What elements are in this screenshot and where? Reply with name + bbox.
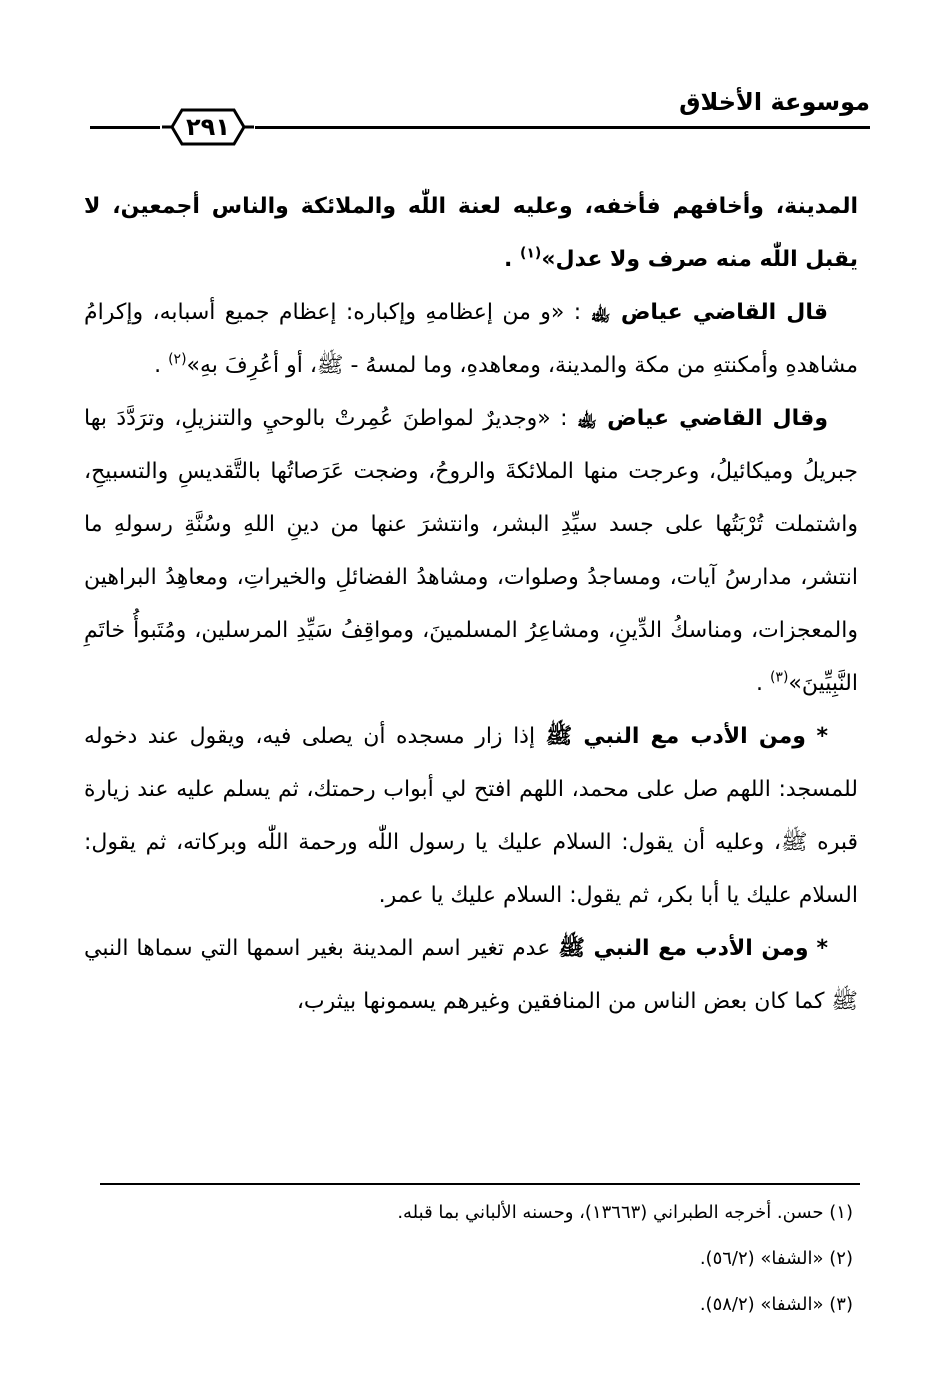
paragraph-2	[84, 286, 858, 392]
paragraph-5	[84, 922, 858, 1028]
asterisk-marker: *	[816, 724, 829, 749]
paragraph-4-lead: ومن الأدب مع النبي ﷺ	[545, 724, 806, 749]
page-header	[80, 82, 870, 141]
paragraph-2-text: : «و من إعظامهِ وإكباره: إعظام جميع أسبابه، وإكرامُ مشاهدهِ وأمكنتهِ من مكة والمدينة، ومعاهدهِ، وما لمسهُ - ﷺ، أو أعُرِفَ بهِ»	[84, 300, 858, 378]
paragraph-1-tail: .	[503, 247, 520, 272]
asterisk-marker: *	[816, 936, 828, 961]
paragraph-4	[84, 710, 858, 922]
paragraph-5-text: عدم تغير اسم المدينة بغير اسمها التي سماها النبي ﷺ كما كان بعض الناس من المنافقين وغيرهم يسمونها بيثرب،	[84, 936, 858, 1014]
paragraph-5-lead: ومن الأدب مع النبي ﷺ	[558, 936, 809, 961]
footnote-2: (٢) «الشفا» (٥٦/٢).	[699, 1248, 853, 1269]
footnote-1: (١) حسن. أخرجه الطبراني (١٣٦٦٣)، وحسنه الألباني بما قبله.	[397, 1202, 853, 1223]
paragraph-1-text: المدينة، وأخافهم فأخفه، وعليه لعنة اللّٰه والملائكة والناس أجمعين، لا يقبل اللّٰه منه صرف ولا عدل»	[84, 194, 858, 272]
footnote-ref-1: (١)	[519, 245, 542, 262]
paragraph-3-text: : «وجديرٌ لمواطنَ عُمِرتْ بالوحيِ والتنزيلِ، وترَدَّدَ بها جبريلُ وميكائيلُ، وعرجت منها الملائكةَ والروحُ، وضجت عَرَصاتُها بالتَّقديسِ والتسبيحِ، واشتملت تُرْبَتُها على جسد سيِّدِ البشر، وانتشرَ عنها من دينِ اللهِ وسُنَّةِ رسولهِ ما انتشر، مدارسُ آيات، ومساجدُ وصلوات، ومشاهدُ الفضائلِ والخيراتِ، ومعاهِدُ البراهين والمعجزات، ومناسكُ الدِّينِ، ومشاعِرُ المسلمينَ، ومواقِفُ سَيِّدِ المرسلين، ومُتَبوأُ خاتَمِ النَّبِيِّينَ»	[84, 406, 858, 696]
header-rule	[255, 126, 870, 129]
paragraph-3-tail: .	[755, 671, 770, 696]
footnote-separator	[100, 1183, 860, 1185]
paragraph-3-lead: وقال القاضي عياض ﵀	[576, 406, 828, 431]
page-number-frame	[160, 106, 256, 148]
paragraph-1	[84, 180, 858, 286]
page-number: ٢٩١	[186, 113, 230, 141]
paragraph-3	[84, 392, 858, 710]
main-text	[84, 180, 858, 1028]
footnote-3: (٣) «الشفا» (٥٨/٢).	[699, 1294, 853, 1315]
footnote-ref-2: (٢)	[168, 351, 187, 368]
footnotes	[93, 1190, 853, 1328]
paragraph-2-tail: .	[154, 353, 169, 378]
paragraph-4-text: إذا زار مسجده أن يصلى فيه، ويقول عند دخوله للمسجد: اللهم صل على محمد، اللهم افتح لي أبواب رحمتك، ثم يسلم عليه عند زيارة قبره ﷺ، وعليه أن يقول: السلام عليك يا رسول اللّٰه ورحمة اللّٰه وبركاته، ثم يقول: السلام عليك يا أبا بكر، ثم يقول: السلام عليك يا عمر.	[84, 724, 858, 908]
header-rule-left	[90, 126, 160, 129]
book-title: موسوعة الأخلاق	[679, 88, 870, 116]
footnote-ref-3: (٣)	[769, 669, 789, 686]
paragraph-2-lead: قال القاضي عياض ﵀	[590, 300, 828, 325]
